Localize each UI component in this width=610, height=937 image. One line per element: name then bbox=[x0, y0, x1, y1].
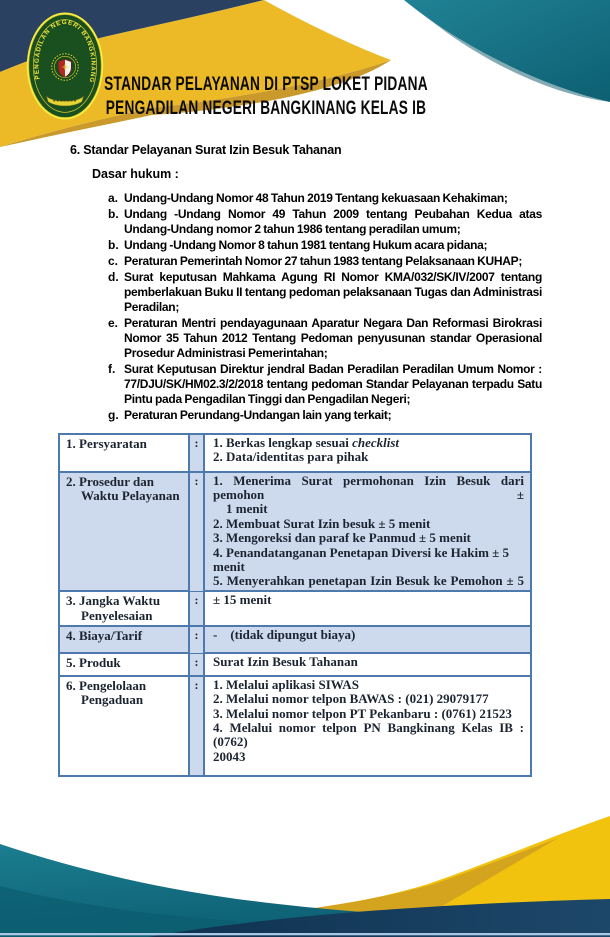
row-content bbox=[205, 654, 530, 675]
row-label: 2. Prosedur dan Waktu Pelayanan bbox=[66, 473, 180, 503]
document-title-line-2: PENGADILAN NEGERI BANGKINANG KELAS IB bbox=[105, 97, 427, 119]
document-title bbox=[0, 73, 532, 120]
document-title-line-1: STANDAR PELAYANAN DI PTSP LOKET PIDANA bbox=[104, 74, 428, 95]
legal-basis-letter: d. bbox=[108, 270, 119, 284]
row-content-line: 1. Berkas lengkap sesuai checklist bbox=[213, 435, 399, 450]
legal-basis-item bbox=[108, 238, 542, 253]
row-content-line: 4. Melalui nomor telpon PN Bangkinang Kelas IB : (0762) bbox=[213, 719, 524, 750]
row-label: 5. Produk bbox=[66, 655, 121, 671]
row-label: 3. Jangka Waktu Penyelesaian bbox=[66, 593, 161, 623]
row-colon: : bbox=[188, 592, 205, 625]
legal-basis-letter: f. bbox=[108, 362, 116, 376]
table-row bbox=[58, 590, 532, 627]
row-content-line: 4. Penandatanganan Penetapan Diversi ke Hakim ± 5 menit bbox=[213, 544, 510, 574]
row-label: 4. Biaya/Tarif bbox=[66, 627, 143, 643]
legal-basis-letter: b. bbox=[108, 207, 119, 221]
table-row bbox=[58, 675, 532, 777]
row-content-line: 3. Mengoreksi dan paraf ke Panmud ± 5 menit bbox=[213, 530, 471, 546]
row-content bbox=[205, 627, 530, 653]
row-content bbox=[205, 473, 530, 591]
table-row bbox=[58, 471, 532, 593]
legal-basis-item bbox=[108, 207, 542, 237]
footer-wave-graphic bbox=[0, 800, 610, 937]
row-content-line: 5. Menyerahkan penetapan Izin Besuk ke Pemohon ± 5 bbox=[213, 573, 524, 589]
service-standard-table bbox=[58, 433, 532, 777]
row-content bbox=[205, 435, 530, 471]
row-content-line: 2. Membuat Surat Izin besuk ± 5 menit bbox=[213, 515, 431, 531]
row-content bbox=[205, 592, 530, 625]
row-content bbox=[205, 677, 530, 775]
legal-basis-item bbox=[108, 316, 542, 361]
row-content-line: 1 menit bbox=[226, 501, 268, 517]
row-content-line: 3. Melalui nomor telpon PT Pekanbaru : (0761) 21523 bbox=[213, 705, 512, 721]
row-content-line: Surat Izin Besuk Tahanan bbox=[213, 654, 358, 670]
row-content-line: 1. Menerima Surat permohonan Izin Besuk dari pemohon ± bbox=[213, 472, 524, 502]
row-label: 1. Persyaratan bbox=[66, 436, 147, 451]
row-content-line: 2. Data/identitas para pihak bbox=[213, 449, 369, 465]
row-content-line: ± 15 menit bbox=[213, 592, 272, 608]
legal-basis-text: Peraturan Pemerintah Nomor 27 tahun 1983 tentang Pelaksanaan KUHAP; bbox=[124, 254, 523, 268]
legal-basis-text: Undang -Undang Nomor 8 tahun 1981 tentang Hukum acara pidana; bbox=[124, 238, 488, 252]
legal-basis-letter: g. bbox=[108, 408, 119, 422]
legal-basis-text: Surat keputusan Mahkama Agung RI Nomor KMA/032/SK/IV/2007 tentang pemberlakuan Buku II tentang pedoman pelaksanaan Tugas dan Administrasi Peradilan; bbox=[124, 270, 542, 314]
legal-basis-text: Surat Keputusan Direktur jendral Badan Peradilan Peradilan Umum Nomor : 77/DJU/SK/HM02.3/2/2018 tentang pedoman Standar Pelayanan terpadu Satu Pintu pada Pengadilan Tinggi dan Pengadilan Negeri; bbox=[124, 362, 542, 406]
table-row bbox=[58, 433, 532, 473]
legal-basis-label: Dasar hukum : bbox=[92, 167, 179, 181]
legal-basis-text: Undang -Undang Nomor 49 Tahun 2009 tentang Peubahan Kedua atas Undang-Undang nomor 2 tahun 1986 tentang peradilan umum; bbox=[124, 207, 542, 236]
row-content-line: - (tidak dipungut biaya) bbox=[213, 626, 356, 642]
row-label: 6. Pengelolaan Pengaduan bbox=[66, 677, 147, 708]
legal-basis-item bbox=[108, 270, 542, 315]
row-content-line: 20043 bbox=[213, 748, 246, 764]
legal-basis-letter: b. bbox=[108, 238, 119, 252]
row-colon: : bbox=[188, 435, 205, 471]
legal-basis-letter: a. bbox=[108, 191, 119, 205]
seal-text: PENGADILAN NEGERI BANGKINANG bbox=[33, 19, 97, 84]
legal-basis-text: Undang-Undang Nomor 48 Tahun 2019 Tentang kekuasaan Kehakiman; bbox=[124, 191, 508, 205]
table-row bbox=[58, 652, 532, 677]
row-colon: : bbox=[188, 473, 205, 591]
legal-basis-text: Peraturan Mentri pendayagunaan Aparatur Negara Dan Reformasi Birokrasi Nomor 35 Tahun 2012 Tentang Pedoman penyusunan standar Operasional Prosedur Administrasi Pemerintahan; bbox=[124, 316, 542, 360]
legal-basis-item bbox=[108, 408, 542, 423]
legal-basis-item bbox=[108, 254, 542, 269]
legal-basis-letter: e. bbox=[108, 316, 119, 330]
row-content-line: 2. Melalui nomor telpon BAWAS : (021) 29079177 bbox=[213, 691, 489, 707]
legal-basis-text: Peraturan Perundang-Undangan lain yang terkait; bbox=[124, 408, 392, 422]
row-content-line: 1. Melalui aplikasi SIWAS bbox=[213, 676, 359, 692]
legal-basis-item bbox=[108, 191, 542, 206]
table-row bbox=[58, 625, 532, 655]
row-colon: : bbox=[188, 677, 205, 775]
row-colon: : bbox=[188, 654, 205, 675]
row-colon: : bbox=[188, 627, 205, 653]
legal-basis-letter: c. bbox=[108, 254, 119, 268]
legal-basis-list bbox=[108, 191, 542, 424]
legal-basis-item bbox=[108, 362, 542, 407]
section-heading: 6. Standar Pelayanan Surat Izin Besuk Tahanan bbox=[70, 143, 342, 157]
